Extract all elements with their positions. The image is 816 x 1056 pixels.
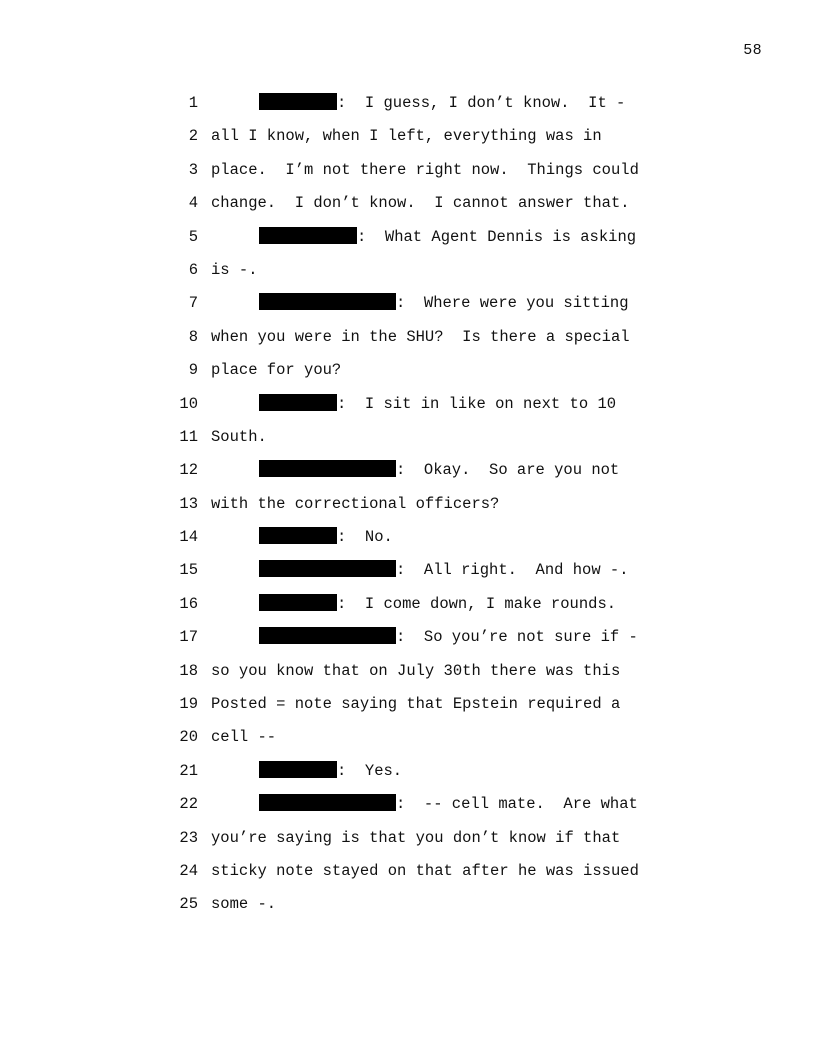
line-content [259,394,616,415]
line-content [259,293,629,314]
line-text: some -. [211,895,277,914]
line-content [259,460,619,481]
transcript-line [170,93,690,126]
line-content [259,794,638,815]
transcript-line [170,694,690,727]
line-content [259,761,402,782]
redaction-bar [259,560,396,577]
line-text: : I guess, I don’t know. It - [337,94,626,112]
redaction-bar [259,627,396,644]
line-number: 11 [179,427,198,446]
line-content [211,894,276,915]
line-text: : I come down, I make rounds. [337,594,617,613]
line-content [259,627,638,648]
line-number: 18 [179,661,198,680]
transcript-line [170,494,690,527]
transcript-line [170,727,690,760]
transcript-line [170,327,690,360]
transcript-line [170,360,690,393]
line-content [211,727,276,748]
line-content [211,126,602,147]
transcript-body [170,93,690,928]
transcript-line [170,627,690,660]
transcript-line [170,394,690,427]
line-content [211,260,258,281]
line-text: when you were in the SHU? Is there a special [211,327,630,346]
line-number: 2 [188,127,198,146]
transcript-line [170,126,690,159]
redaction-bar [259,293,396,310]
line-text: : Where were you sitting [396,294,629,313]
redaction-bar [259,394,337,411]
line-text: : -- cell mate. Are what [396,795,638,814]
line-text: place. I’m not there right now. Things could [211,160,639,179]
line-text: South. [211,427,267,446]
line-number: 9 [188,361,198,380]
line-text: : So you’re not sure if - [396,628,638,647]
transcript-line [170,594,690,627]
line-content [211,694,620,715]
line-text: sticky note stayed on that after he was issued [211,861,639,880]
line-text: with the correctional officers? [211,494,500,513]
line-text: is -. [211,260,258,279]
redaction-bar [259,460,396,477]
line-number: 3 [188,160,198,179]
line-number: 24 [179,861,198,880]
transcript-line [170,260,690,293]
line-content [259,594,616,615]
line-content [211,661,620,682]
transcript-line [170,661,690,694]
line-text: : What Agent Dennis is asking [357,227,637,246]
transcript-line [170,193,690,226]
line-content [259,560,629,581]
line-content [211,193,630,214]
line-text: change. I don’t know. I cannot answer that. [211,194,630,213]
page-number: 58 [743,42,762,59]
line-number: 16 [179,594,198,613]
line-number: 14 [179,528,198,547]
line-text: : I sit in like on next to 10 [337,394,617,413]
line-number: 7 [188,294,198,313]
line-text: all I know, when I left, everything was in [211,127,602,146]
line-number: 13 [179,494,198,513]
transcript-line [170,427,690,460]
redaction-bar [259,594,337,611]
line-number: 17 [179,628,198,647]
line-content [259,227,636,248]
redaction-bar [259,761,337,778]
transcript-line [170,227,690,260]
line-text: : Okay. So are you not [396,461,620,480]
line-number: 15 [179,561,198,580]
line-text: : Yes. [337,761,403,780]
line-number: 20 [179,728,198,747]
line-number: 8 [188,327,198,346]
line-text: you’re saying is that you don’t know if that [211,828,621,847]
line-number: 10 [179,394,198,413]
line-text: Posted = note saying that Epstein required a [211,695,621,714]
line-content [211,327,630,348]
line-number: 12 [179,461,198,480]
transcript-line [170,527,690,560]
line-number: 1 [188,94,198,112]
transcript-line [170,761,690,794]
transcript-line [170,293,690,326]
line-text: : All right. And how -. [396,561,629,580]
line-content [211,160,639,181]
redaction-bar [259,794,396,811]
line-number: 22 [179,795,198,814]
line-text: so you know that on July 30th there was this [211,661,621,680]
transcript-line [170,861,690,894]
line-number: 25 [179,895,198,914]
line-content [259,527,393,548]
line-content [211,427,267,448]
redaction-bar [259,93,337,110]
line-number: 4 [188,194,198,213]
line-content [211,360,341,381]
line-content [211,828,620,849]
line-number: 5 [188,227,198,246]
redaction-bar [259,227,357,244]
line-content [259,93,625,114]
line-content [211,494,499,515]
line-number: 23 [179,828,198,847]
transcript-line [170,794,690,827]
line-number: 6 [188,260,198,279]
line-number: 21 [179,761,198,780]
line-content [211,861,639,882]
transcript-line [170,160,690,193]
transcript-line [170,560,690,593]
transcript-line [170,894,690,927]
line-number: 19 [179,695,198,714]
transcript-line [170,460,690,493]
line-text: cell -- [211,728,277,747]
redaction-bar [259,527,337,544]
line-text: place for you? [211,361,342,380]
transcript-line [170,828,690,861]
line-text: : No. [337,528,393,547]
